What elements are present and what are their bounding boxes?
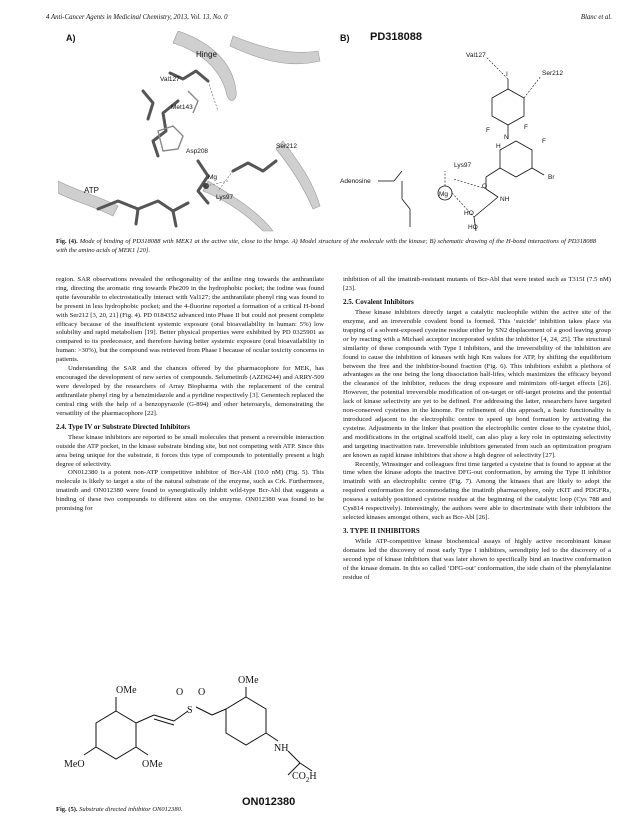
- sulfonyl-o1-label: O: [176, 687, 184, 698]
- sulfonyl-o2-label: O: [198, 687, 206, 698]
- figure5-caption: [56, 806, 183, 813]
- br-label: Br: [548, 174, 555, 181]
- figure4-caption: [56, 238, 596, 255]
- nh-label: NH: [274, 743, 289, 754]
- panel-b-label: B): [340, 33, 350, 43]
- ho2-label: HO: [468, 224, 478, 231]
- lys97-label: Lys97: [454, 162, 472, 169]
- paragraph: Understanding the SAR and the chances offered by the pharmacophore for MEK, has encouraged the development of new series of compounds. Selumetinib (AZD6244) and ARRY-509 were developed by the researchers of Array Biopharma with the replacement of the central anthranilate phenyl ring by a benzimidazole and a pyridine respectively [3]. Genentech replaced the central ring with the help of a benzopyrazole (G-894) and other heteroaryls, demonstrating the versatility of the pharmacophore [22].: [56, 365, 324, 417]
- svg-text:Asp208: Asp208: [186, 148, 209, 155]
- co2h-label: $CO_2H$: [292, 771, 317, 784]
- paragraph: region. SAR observations revealed the orthogonality of the aniline ring towards the anthranilate ring, directing the aromatic ring towards Phe209 in the hydrophobic pocket; the iodine was found quite favourable to electrostatically interact with Val127; the anthranilate phenyl ring was found to be present in less hydrophobic pocket; and the 4-fluorine reported a formation of a critical H-bond with Ser212 [3, 20, 21] (Fig. 4). PD 0184352 advanced into Phase II but could not present complete efficacy because of the insufficient systemic exposure (oral bioavailability in human: 5%) low solubility and rapid metabolism [19]. Better physical properties were exhibited by PD 0325901 as compared to its predecessor, and therefore having better systemic exposure (oral bioavailability in human: >30%), but the compound was retrieved from Phase I because of ocular toxicity concerns in patients.: [56, 276, 324, 364]
- figure4-caption-lead: Fig. (4).: [56, 238, 78, 245]
- ser212-label: Ser212: [542, 70, 563, 77]
- left-column: [56, 276, 324, 514]
- h-label: H: [496, 143, 501, 150]
- paragraph: These kinase inhibitors directly target a catalytic nucleophile within the active site of the enzyme, and an irreversible covalent bond is formed. This ‘suicide’ inhibition takes place via trapping of a solvent-exposed cysteine residue either by SN2 displacement of a good leaving group or by reacting with a Michael acceptor incorporated within the inhibitor [4, 24, 25]. The structural similarity of these compounds with Type I inhibitors, and the irreversibility of the inhibition are found to cause the inhibition of kinases with high Km values for ATP, by shifting the equilibrium between the free and the inhibitor-bound fraction (Fig. 6). This inhibitors exhibit a plethora of advantages as the one being the long dissociation half-lifes, which maximizes the efficacy beyond the clearance of the inhibitor, reduces the drug exposure and minimizes off-target effects [26]. However, the potential irreversible modification of on-target or off-target proteins and the potential lack of kinase selectivity are yet to be defined. For addressing the latter, researchers have targeted non-conserved cysteines in the kinome. For refinement of this approach, a basic functionality is introduced adjacent to the electrophilic centre to speed up bond formation by activating the cysteine. Adjustments in the linker that position the electrophilic centre close to the cysteine thiol, and modifications in the original scaffold itself, can also play a key role in optimizing selectivity and targeting inactivation rate. Irreversible inhibitors generated from such an optimization program are known as rapid kinase inhibitors that show a high degree of selectivity [27].: [343, 309, 611, 459]
- ome-right-label: OMe: [238, 675, 259, 686]
- compound-title: PD318088: [370, 31, 422, 43]
- pd318088-schematic: [336, 31, 596, 232]
- meo-label: MeO: [64, 759, 85, 770]
- adenosine-label: Adenosine: [340, 178, 371, 185]
- svg-text:ATP: ATP: [84, 186, 99, 195]
- ome-top-label: OMe: [116, 685, 137, 696]
- val127-label: Val127: [466, 52, 486, 59]
- right-column: [343, 276, 611, 583]
- svg-text:Hinge: Hinge: [196, 50, 217, 59]
- o-label: O: [482, 183, 488, 190]
- n-label: N: [504, 134, 509, 141]
- f1-label: F: [486, 127, 490, 134]
- panel-a-label: A): [66, 33, 76, 43]
- paragraph: Recently, Winssinger and colleagues first time targeted a cysteine that is found to appear at the time when the kinase adopts the inactive DFG-out conformation, by arming the Type II inhibitor imatinib with an electrophilic centre (Fig. 7). Among the kinases that are likely to adopt the required conformation for accommodating the imatinib pharmacophore, only cKIT and PDGFRs, possess a suitably positioned cysteine residue at the beginning of the catalytic loop (Cys 788 and Cys814 respectively). Interestingly, the authors were able to discriminate with their inhibitors the selected kinases amongst others, such as Bcr-Abl [26].: [343, 460, 611, 521]
- compound-name: ON012380: [242, 796, 296, 808]
- paragraph: ON012380 is a potent non-ATP competitive inhibitor of Bcr-Abl (10.0 nM) (Fig. 5). This molecule is likely to target a site of the natural substrate of the enzyme, such as Crk. Furthermore, imatinib and ON012380 were found to synergistically inhibit wild-type Bcr-Abl that suggests a binding of these two compounds to different sites on the enzyme. ON012380 was found to be promising for: [56, 469, 324, 513]
- figure5: [56, 663, 324, 808]
- svg-text:Lys97: Lys97: [216, 194, 234, 201]
- figure5-caption-lead: Fig. (5).: [56, 806, 78, 813]
- svg-text:Val127: Val127: [160, 76, 180, 83]
- svg-text:Met143: Met143: [171, 104, 193, 111]
- paragraph: While ATP-competitive kinase biochemical assays of highly active recombinant kinase domains led the discovery of most early Type I inhibitors, serendipity led to the discovery of a second type of kinase inhibitors that was later shown to specifically bind an inactive conformation of the kinase domain. In this so called ‘DFG-out’ conformation, the side chain of the phenylalanine residue of: [343, 538, 611, 581]
- svg-text:Mg: Mg: [208, 174, 218, 181]
- figure4-panel-a: [58, 31, 326, 232]
- figure5-caption-text: Substrate directed inhibitor ON012380.: [77, 806, 183, 813]
- iodine-label: I: [506, 71, 508, 78]
- section-heading: 2.5. Covalent Inhibitors: [343, 297, 414, 306]
- mg-label: Mg: [439, 191, 449, 198]
- section-heading: 2.4. Type IV or Substrate Directed Inhibitors: [56, 422, 190, 431]
- f2-label: F: [524, 124, 528, 131]
- on012380-structure: [56, 663, 324, 808]
- svg-text:Ser212: Ser212: [276, 143, 297, 150]
- ome-bottom-label: OMe: [142, 759, 163, 770]
- nh-label: NH: [500, 196, 510, 203]
- authors-header: Blanc et al.: [580, 14, 612, 21]
- sulfur-label: S: [187, 705, 193, 716]
- f3-label: F: [542, 138, 546, 145]
- protein-model-illustration: [58, 31, 326, 232]
- paragraph: These kinase inhibitors are reported to be small molecules that present a reversible interaction outside the ATP pocket, in the kinase substrate binding site, but not competing with ATP. Since this area being unique for the substrate, it forces this type of compounds to potentially present a high degree of selectivity.: [56, 433, 324, 468]
- figure4-panel-b: [336, 31, 596, 232]
- journal-header: 4 Anti-Cancer Agents in Medicinal Chemistry, 2013, Vol. 13, No. 0: [46, 14, 228, 21]
- figure4-caption-text: Mode of binding of PD318088 with MEK1 at the active site, close to the hinge. A) Model structure of the molecule with the kinase; B) schematic drawing of the H-bond interactions of PD318088 with the amino acids of MEK1 [20].: [56, 238, 596, 254]
- ho1-label: HO: [464, 210, 474, 217]
- section-heading: 3. TYPE II INHIBITORS: [343, 526, 420, 535]
- paragraph: inhibition of all the imatinib-resistant mutants of Bcr-Abl that were tested such as T315I (7.5 nM) [23].: [343, 276, 611, 292]
